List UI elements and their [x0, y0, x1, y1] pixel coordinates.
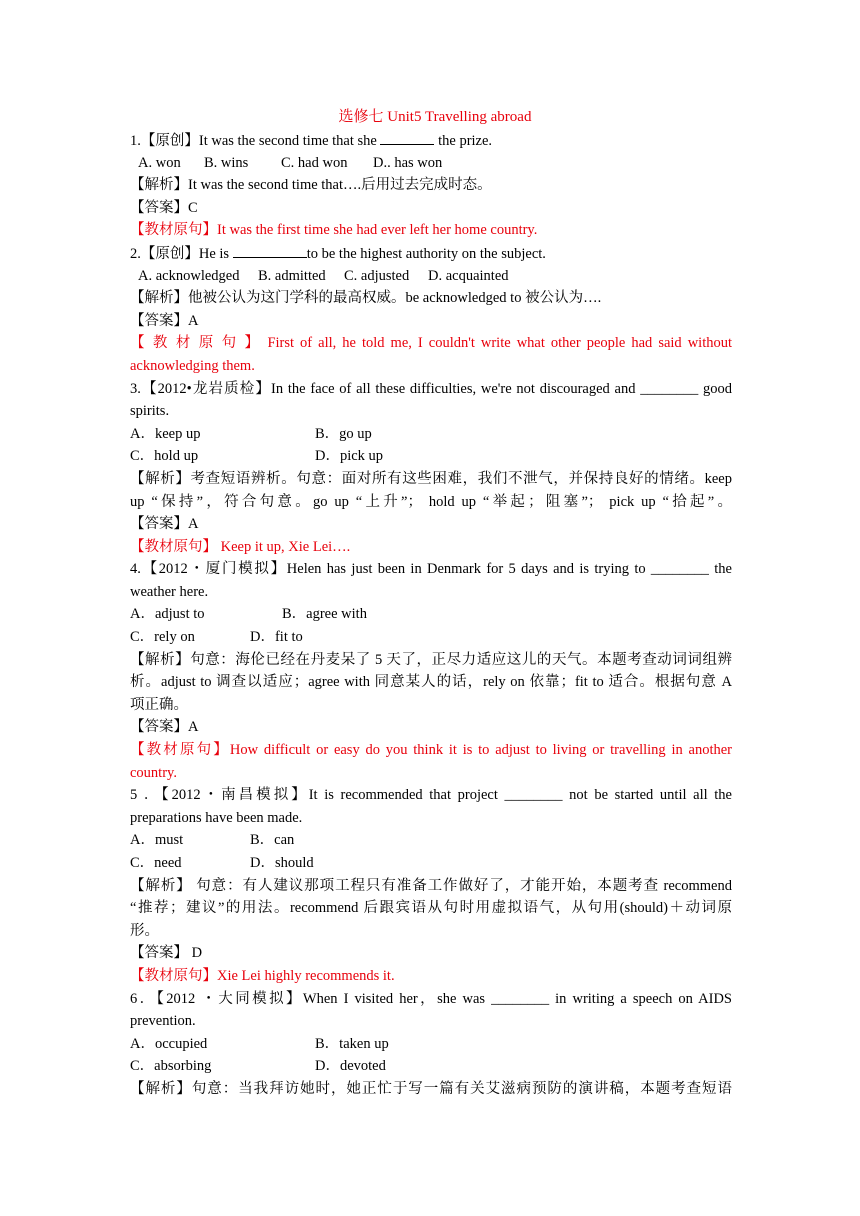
q1-answer-blank: [380, 129, 434, 145]
q5-analysis-line2: “推荐；建议”的用法。recommend 后跟宾语从句时用虚拟语气，从句用(should)＋动词原: [130, 900, 732, 917]
q2-option-a: A. acknowledged: [138, 267, 240, 284]
q6-option-c: C．absorbing: [130, 1058, 212, 1075]
q4-analysis-line2: 析。adjust to 调查以适应；agree with 同意某人的话，rely on 依靠；fit to 适合。根据句意 A: [130, 674, 732, 691]
q4-option-a: A．adjust to: [130, 606, 205, 623]
q1-answer: 【答案】C: [130, 199, 198, 216]
question-3-stem-line1: 3.【2012•龙岩质检】In the face of all these difficulties, we're not discouraged and ________ good: [130, 380, 732, 397]
q4-analysis-line3: 项正确。: [130, 696, 188, 713]
q4-answer: 【答案】A: [130, 719, 199, 736]
q2-option-c: C. adjusted: [344, 267, 410, 284]
q2-stem-text: 2.【原创】He is: [130, 245, 233, 262]
q1-option-c: C. had won: [281, 154, 348, 171]
q1-source-sentence: 【教材原句】It was the first time she had ever left her home country.: [130, 222, 538, 239]
q2-option-d: D. acquainted: [428, 267, 509, 284]
q1-option-b: B. wins: [204, 154, 249, 171]
q1-stem-tail: the prize.: [434, 133, 493, 149]
q4-source-sentence-line2: country.: [130, 764, 177, 781]
q3-option-b: B．go up: [315, 425, 372, 442]
q3-option-d: D．pick up: [315, 448, 384, 465]
question-5-stem-line1: 5 ．【2012・南昌模拟】It is recommended that project ________ not be started until all the: [130, 787, 732, 804]
q5-analysis-line3: 形。: [130, 922, 159, 939]
question-4-stem-line2: weather here.: [130, 583, 209, 600]
q5-option-d: D．should: [250, 855, 314, 871]
q1-analysis: 【解析】It was the second time that….后用过去完成时态。: [130, 177, 492, 194]
question-6-options-row1: [130, 1033, 732, 1056]
q5-option-b: B．can: [250, 832, 295, 849]
q6-option-d: D．devoted: [315, 1058, 386, 1075]
question-6-stem-line2: prevention.: [130, 1013, 196, 1030]
question-4-stem-line1: 4.【2012・厦门模拟】Helen has just been in Denmark for 5 days and is trying to ________ the: [130, 561, 732, 578]
question-1-stem: [130, 129, 732, 152]
q4-source-sentence-line1: 【教材原句】How difficult or easy do you think it is to adjust to living or travelling in another: [130, 742, 732, 759]
q3-analysis-line2: up “保持”，符合句意。go up “上升”； hold up “举起；阻塞”； pick up “拾起”。: [130, 493, 732, 510]
q5-source-sentence: 【教材原句】Xie Lei highly recommends it.: [130, 967, 395, 984]
q4-option-d: D．fit to: [250, 629, 303, 646]
question-5-options-row1: [130, 829, 732, 852]
q2-answer: 【答案】A: [130, 312, 199, 329]
question-4-options-row1: [130, 603, 732, 626]
q6-option-b: B．taken up: [315, 1035, 389, 1052]
q1-stem-text: 1.【原创】It was the second time that she: [130, 133, 381, 149]
q3-answer: 【答案】A: [130, 516, 199, 533]
question-6-options-row2: [130, 1055, 732, 1078]
q5-option-a: A．must: [130, 832, 184, 849]
q5-option-c: C．need: [130, 855, 182, 871]
q2-answer-blank: [233, 242, 307, 258]
q5-answer: 【答案】 D: [130, 945, 203, 962]
question-6-stem-line1: 6．【2012 ・大同模拟】When I visited her，she was ________ in writing a speech on AIDS: [130, 990, 732, 1007]
question-3-stem-line2: spirits.: [130, 403, 170, 420]
q3-option-c: C．hold up: [130, 448, 199, 465]
page-title: 选修七 Unit5 Travelling abroad: [338, 109, 532, 125]
question-3-options-row2: [130, 445, 732, 468]
question-4-options-row2: [130, 626, 732, 649]
q1-option-d: D.. has won: [373, 154, 443, 171]
q6-analysis-line1: 【解析】句意：当我拜访她时，她正忙于写一篇有关艾滋病预防的演讲稿，本题考查短语: [130, 1080, 732, 1097]
question-2-stem: [130, 242, 732, 265]
q5-analysis-line1: 【解析】 句意：有人建议那项工程只有准备工作做好了，才能开始，本题考查 recommend: [130, 877, 732, 894]
q6-option-a: A．occupied: [130, 1035, 208, 1052]
q1-option-a: A. won: [138, 154, 181, 171]
q2-source-sentence-line1: 【 教 材 原 句 】 First of all, he told me, I couldn't write what other people had said without: [130, 335, 732, 352]
q3-option-a: A．keep up: [130, 425, 201, 442]
q2-source-sentence-line2: acknowledging them.: [130, 357, 255, 374]
q2-analysis: 【解析】他被公认为这门学科的最高权威。be acknowledged to 被公认为….: [130, 290, 602, 307]
q4-analysis-line1: 【解析】句意：海伦已经在丹麦呆了 5 天了，正尽力适应这儿的天气。本题考查动词词组辨: [130, 651, 732, 668]
question-3-options-row1: [130, 423, 732, 446]
q2-stem-tail: to be the highest authority on the subject.: [306, 245, 546, 262]
question-5-options-row2: [130, 852, 732, 875]
question-1-options: [130, 152, 732, 175]
q4-option-c: C．rely on: [130, 629, 195, 646]
q2-option-b: B. admitted: [258, 267, 326, 284]
q3-source-sentence: 【教材原句】 Keep it up, Xie Lei….: [130, 538, 351, 555]
question-5-stem-line2: preparations have been made.: [130, 809, 303, 826]
document-body: [130, 106, 732, 1101]
q4-option-b: B．agree with: [282, 606, 367, 623]
q3-analysis-line1: 【解析】考查短语辨析。句意：面对所有这些困难，我们不泄气，并保持良好的情绪。keep: [130, 470, 732, 487]
question-2-options: [130, 265, 732, 288]
